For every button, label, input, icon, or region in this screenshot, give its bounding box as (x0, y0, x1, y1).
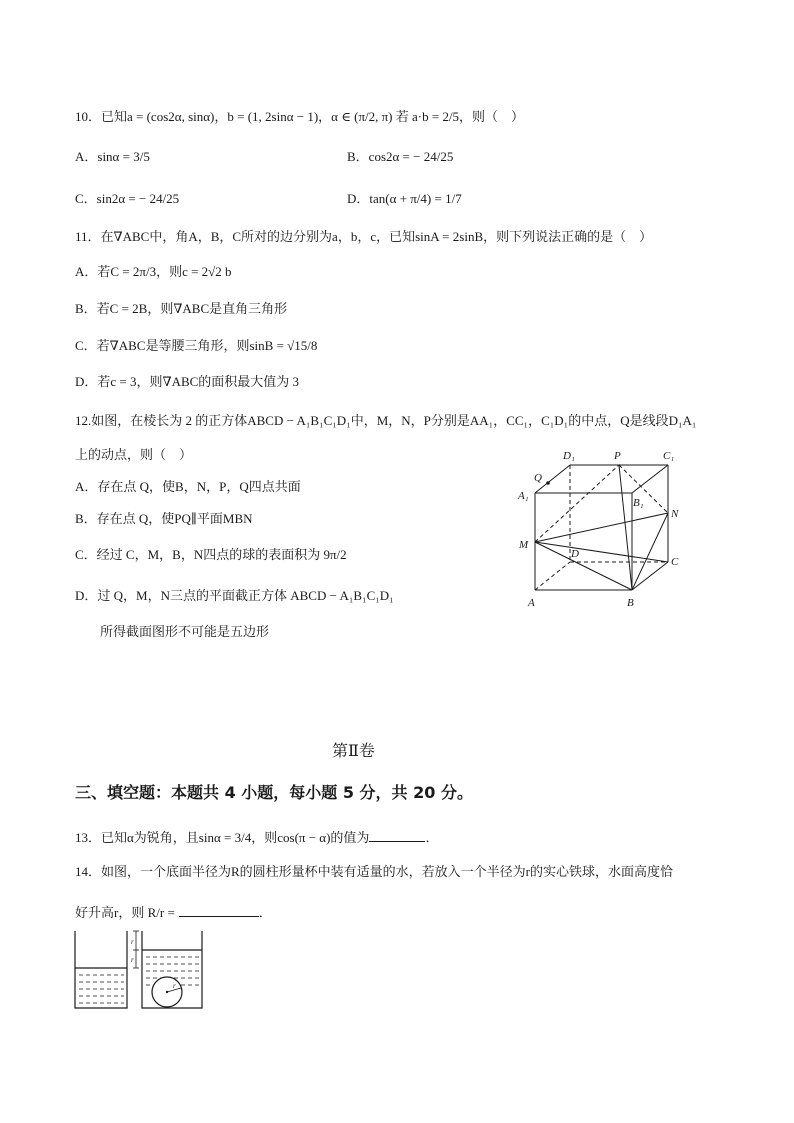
beaker-figure (70, 928, 220, 1013)
label-c: C (671, 556, 679, 568)
cube-figure (510, 440, 690, 615)
q12-option-d-line2: 所得截面图形不可能是五边形 (100, 624, 270, 639)
label-n: N (671, 508, 679, 520)
left-beaker-outline (75, 931, 127, 1008)
label-r-top: r (131, 938, 134, 946)
q12-stem-line1: 12.如图，在棱长为 2 的正方体ABCD − A₁B₁C₁D₁中，M，N，P分别是AA₁，CC₁，C₁D₁的中点，Q是线段D₁A₁ (75, 413, 697, 428)
label-a1: A₁ (518, 490, 529, 502)
label-p: P (614, 450, 621, 462)
q14-line2 (75, 902, 272, 922)
label-r-mid: r (131, 956, 134, 964)
label-b: B (627, 597, 634, 609)
section3-heading: 三、填空题：本题共 4 小题，每小题 5 分，共 20 分。 (75, 783, 473, 802)
label-d1: D₁ (563, 450, 575, 462)
q10-option-d: D．tan(α + π/4) = 1/7 (347, 191, 462, 206)
q12-option-c: C．经过 C，M，B，N四点的球的表面积为 9π/2 (75, 547, 347, 562)
q14-end: ． (258, 905, 272, 920)
segment-m-p-hidden (535, 465, 619, 542)
segment-b-n (632, 513, 668, 590)
label-m: M (519, 539, 529, 551)
q13-answer-blank[interactable] (369, 827, 425, 842)
label-c1: C₁ (663, 450, 675, 462)
q10-option-a: A．sinα = 3/5 (75, 149, 150, 164)
label-b1: B₁ (633, 497, 644, 509)
label-a: A (528, 597, 535, 609)
edge-a-d-hidden (535, 562, 570, 590)
q12-stem-line2: 上的动点，则（ ） (75, 447, 193, 462)
label-r-ball: r (173, 982, 176, 990)
q10-stem: 10．已知a = (cos2α, sinα)，b = (1, 2sinα − 1)，α ∈ (π/2, π) 若 a·b = 2/5，则（ ） (75, 109, 525, 124)
q14-answer-blank[interactable] (179, 902, 259, 917)
q11-option-c: C．若∇ABC是等腰三角形，则sinB = √15/8 (75, 338, 318, 353)
q11-option-d: D．若c = 3，则∇ABC的面积最大值为 3 (75, 374, 300, 389)
q11-stem: 11．在∇ABC中，角A，B，C所对的边分别为a，b，c，已知sinA = 2sinB，则下列说法正确的是（ ） (75, 229, 653, 244)
edge-b-c (632, 562, 668, 590)
point-q-dot (546, 481, 550, 485)
edge-b1-c1 (632, 465, 668, 493)
left-beaker-water (79, 975, 124, 1003)
q11-option-b: B．若C = 2B，则∇ABC是直角三角形 (75, 301, 288, 316)
part2-title: 第Ⅱ卷 (332, 741, 375, 760)
q13-text: 13．已知α为锐角，且sinα = 3/4，则cos(π − α)的值为 (75, 830, 370, 845)
q13-line (75, 827, 438, 847)
height-markers (133, 931, 139, 968)
segment-m-n (535, 513, 668, 542)
q12-option-a: A．存在点 Q，使B，N，P，Q四点共面 (75, 479, 301, 494)
q12-option-b: B．存在点 Q，使PQ∥平面MBN (75, 511, 253, 526)
q13-end: ． (425, 830, 439, 845)
q10-option-b: B．cos2α = − 24/25 (347, 149, 454, 164)
q14-text: 好升高r，则 R/r = (75, 905, 175, 920)
q10-option-c: C．sin2α = − 24/25 (75, 191, 180, 206)
q12-option-d-line1: D．过 Q，M，N三点的平面截正方体 ABCD − A₁B₁C₁D₁ (75, 588, 394, 603)
q14-line1: 14．如图，一个底面半径为R的圆柱形量杯中装有适量的水，若放入一个半径为r的实心铁球，水面高度恰 (75, 864, 674, 879)
segment-p-b (619, 465, 632, 590)
label-q: Q (534, 472, 542, 484)
q11-option-a: A．若C = 2π/3，则c = 2√2 b (75, 264, 232, 279)
label-d: D (571, 548, 579, 560)
